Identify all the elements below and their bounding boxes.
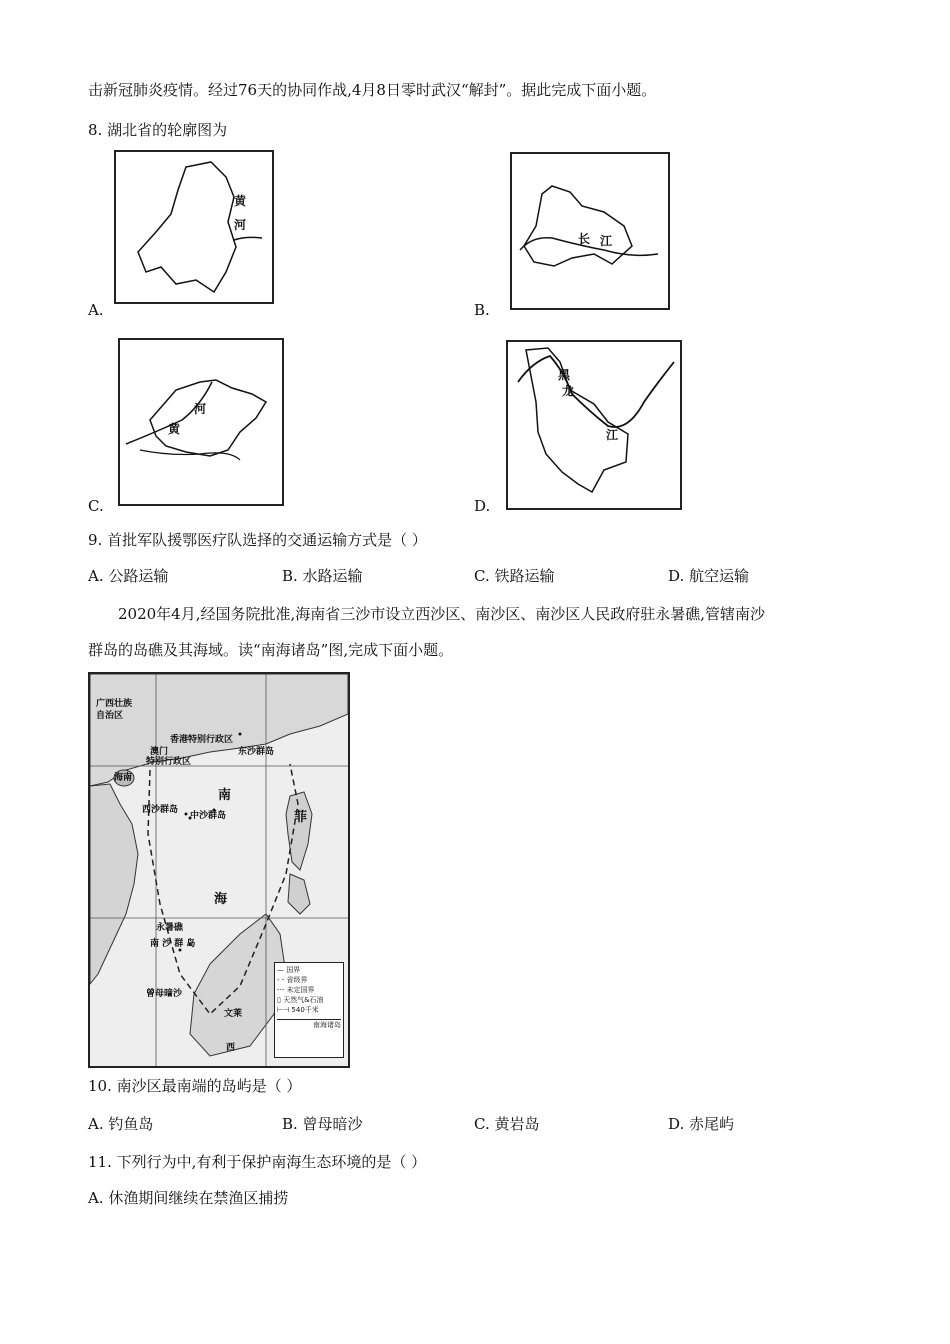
river-label: 河: [234, 218, 247, 232]
legend-item-province: - - 省级界: [277, 976, 308, 984]
river-label: 河: [194, 402, 207, 416]
q10-option-a[interactable]: A. 钓鱼岛: [88, 1115, 154, 1133]
map-label-yongshu: 永暑礁: [156, 923, 184, 933]
option-a-letter[interactable]: A.: [88, 301, 104, 319]
q9-option-a[interactable]: A. 公路运输: [88, 567, 169, 585]
q10-option-c[interactable]: C. 黄岩岛: [474, 1115, 540, 1133]
legend-item-gas-oil: ▯ 天然气&石油: [277, 996, 324, 1004]
map-label-guangxi: 广西壮族: [96, 699, 133, 709]
river-label: 江: [600, 234, 613, 248]
question-9-stem: 9. 首批军队援鄂医疗队选择的交通运输方式是（ ）: [88, 531, 427, 549]
legend-scale: ⊢⊣ 540千米: [277, 1006, 319, 1014]
option-c-letter[interactable]: C.: [88, 497, 104, 515]
map-footnote: 南海诸岛: [277, 1019, 341, 1030]
option-b-letter[interactable]: B.: [474, 301, 490, 319]
river-label: 江: [606, 428, 619, 442]
river-label: 龙: [562, 384, 575, 398]
q11-option-a[interactable]: A. 休渔期间继续在禁渔区捕捞: [88, 1189, 289, 1207]
river-label: 黑: [558, 368, 571, 382]
context-paragraph-line-1: 2020年4月,经国务院批准,海南省三沙市设立西沙区、南沙区、南沙区人民政府驻永暑礁,管辖南沙: [118, 605, 766, 623]
legend-item-border: — 国界: [277, 966, 301, 974]
map-label-guangxi-2: 自治区: [96, 711, 124, 721]
map-label-xi: 西: [226, 1043, 236, 1053]
question-11-stem: 11. 下列行为中,有利于保护南海生态环境的是（ ）: [88, 1153, 427, 1171]
south-china-sea-map: [88, 672, 350, 1068]
question-10-stem: 10. 南沙区最南端的岛屿是（ ）: [88, 1077, 302, 1095]
option-a-map: [114, 150, 274, 304]
map-label-hk: 香港特别行政区: [170, 735, 234, 745]
map-label-dongsha: 东沙群岛: [238, 747, 275, 757]
option-d-map: [506, 340, 682, 510]
q10-option-d[interactable]: D. 赤尾屿: [668, 1115, 735, 1133]
option-c-map: [118, 338, 284, 506]
map-label-nansha: 南 沙 群 岛: [150, 939, 196, 949]
map-label-sea: 海: [214, 892, 228, 907]
map-label-xisha: 西沙群岛: [142, 805, 179, 815]
map-label-philippines: 菲: [294, 810, 308, 825]
map-label-wenlai: 文莱: [224, 1009, 243, 1019]
q9-option-b[interactable]: B. 水路运输: [282, 567, 363, 585]
context-paragraph-line-2: 群岛的岛礁及其海域。读“南海诸岛”图,完成下面小题。: [88, 641, 454, 659]
question-8-stem: 8. 湖北省的轮廓图为: [88, 121, 228, 139]
map-label-macao-2: 特别行政区: [146, 757, 192, 767]
legend-item-undefined: -·- 未定国界: [277, 986, 315, 994]
river-label: 长: [578, 232, 591, 246]
option-d-letter[interactable]: D.: [474, 497, 491, 515]
intro-line: 击新冠肺炎疫情。经过76天的协同作战,4月8日零时武汉“解封”。据此完成下面小题。: [88, 81, 657, 99]
option-c-outline: [120, 340, 282, 504]
map-label-macao: 澳门: [150, 747, 169, 757]
river-label: 黄: [168, 422, 181, 436]
q10-option-b[interactable]: B. 曾母暗沙: [282, 1115, 363, 1133]
option-a-outline: [116, 152, 272, 302]
option-b-map: [510, 152, 670, 310]
map-legend: [274, 962, 344, 1058]
river-label: 黄: [234, 194, 247, 208]
map-label-hainan: 海南: [114, 773, 133, 783]
option-d-outline: [508, 342, 680, 508]
map-label-zhongsha: 中沙群岛: [190, 811, 227, 821]
q9-option-c[interactable]: C. 铁路运输: [474, 567, 555, 585]
map-label-south: 南: [218, 788, 232, 803]
map-label-zengmu: 曾母暗沙: [146, 989, 183, 999]
q9-option-d[interactable]: D. 航空运输: [668, 567, 750, 585]
